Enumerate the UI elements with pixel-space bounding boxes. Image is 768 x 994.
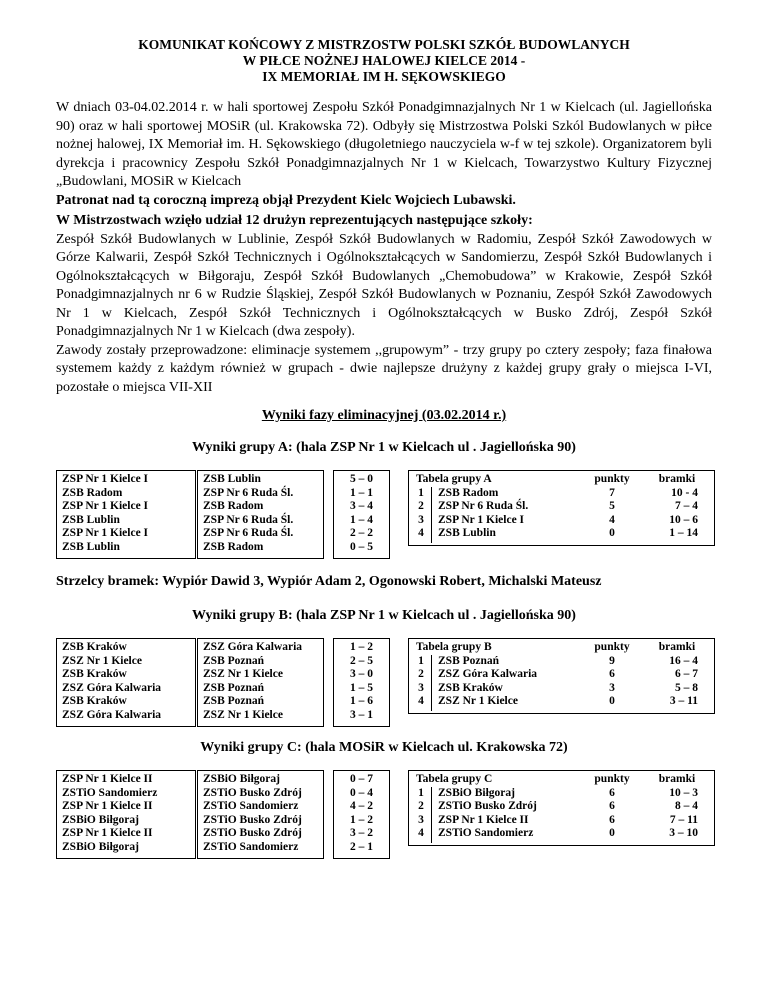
match-score: 0 – 7 xyxy=(350,773,373,785)
match-score: 1 – 5 xyxy=(350,681,373,694)
home-team: ZSB Lublin xyxy=(62,513,120,526)
away-team: ZSBiO Biłgoraj xyxy=(203,773,280,785)
standing-points: 7 xyxy=(609,486,615,499)
standing-goals: 3 – 10 xyxy=(669,827,698,839)
home-team: ZSBiO Biłgoraj xyxy=(62,840,139,853)
group-b-points xyxy=(590,655,634,709)
standing-position: 4 xyxy=(418,695,424,707)
away-team: ZSTiO Busko Zdrój xyxy=(203,786,302,799)
group-b-points-label: punkty xyxy=(594,641,630,653)
away-team: ZSP Nr 6 Ruda Śl. xyxy=(203,486,294,499)
standing-position: 4 xyxy=(418,527,424,539)
group-c-goals xyxy=(642,787,712,841)
home-team: ZSP Nr 1 Kielce I xyxy=(62,527,149,539)
match-score: 1 – 1 xyxy=(350,486,373,499)
group-b-scores xyxy=(333,641,390,722)
group-c-points xyxy=(590,787,634,841)
standing-position: 1 xyxy=(418,786,424,799)
standing-team: ZSTiO Busko Zdrój xyxy=(438,800,537,812)
standing-goals: 10 – 6 xyxy=(669,513,698,526)
group-c-positions xyxy=(410,787,432,841)
standing-team: ZSB Lublin xyxy=(438,527,496,539)
standing-points: 4 xyxy=(609,513,615,526)
standing-points: 9 xyxy=(609,654,615,667)
group-c-goals-label: bramki xyxy=(658,773,696,785)
home-team: ZSZ Nr 1 Kielce xyxy=(62,654,142,667)
patron-text: Patronat nad tą coroczną imprezą objął Prezydent Kielc Wojciech Lubawski. xyxy=(56,192,516,208)
group-a-scorers: Strzelcy bramek: Wypiór Dawid 3, Wypiór Adam 2, Ogonowski Robert, Michalski Mateusz xyxy=(56,574,602,589)
match-score: 3 – 4 xyxy=(350,500,373,512)
group-a-points-label: punkty xyxy=(594,473,630,485)
standing-team: ZSB Kraków xyxy=(438,681,503,694)
standing-team: ZSZ Nr 1 Kielce xyxy=(438,695,518,707)
title-line-1: KOMUNIKAT KOŃCOWY Z MISTRZOSTW POLSKI SZKÓŁ BUDOWLANYCH xyxy=(138,37,630,52)
home-team: ZSB Kraków xyxy=(62,668,127,680)
group-a-scores xyxy=(333,473,390,554)
participants-paragraph xyxy=(56,212,712,397)
standing-points: 5 xyxy=(609,500,615,512)
intro-paragraph xyxy=(56,99,712,210)
away-team: ZSZ Nr 1 Kielce xyxy=(203,668,283,680)
participants-text: Zespół Szkół Budowlanych w Lublinie, Zespół Szkół Budowlanych w Radomiu, Zespół Szkół Zawodowych w Górze Kalwarii, Zespół Szkół Technicznych i Ogólnokształcących w Sandomierzu, Zespół Szkół Budowlanych i Ogólnokształcących w Biłgoraju, Zespół Szkół Budowlanych „Chemobudowa” w Krakowie, Zespół Szkół Ponadgimnazjalnych nr 6 w Rudzie Śląskiej, Zespół Szkół Budowlanych w Poznaniu, Zespół Szkół Zawodowych Nr 1 w Kielcach, Zespół Szkół Technicznych i Ogólnokształcących w Busko Zdrój, Zespół Szkół Ponadgimnazjalnych Nr 1 w Kielcach (dwa zespoły). xyxy=(56,231,712,339)
standing-team: ZSTiO Sandomierz xyxy=(438,827,534,839)
group-c-scores xyxy=(333,773,390,854)
format-text: Zawody zostały przeprowadzone: eliminacje systemem ,,grupowym” - trzy grupy po cztery zespoły; faza finałowa systemem każdy z każdym również w grupach - dwie najlepsze drużyny z każdej grupy grały o miejsca I-VI, pozostałe o miejsca VII-XII xyxy=(56,342,712,395)
standing-position: 3 xyxy=(418,681,424,694)
home-team: ZSP Nr 1 Kielce I xyxy=(62,500,149,512)
match-score: 3 – 1 xyxy=(350,708,373,721)
away-team: ZSZ Góra Kalwaria xyxy=(203,641,303,653)
group-b-goals-label: bramki xyxy=(658,641,696,653)
standing-goals: 7 – 11 xyxy=(669,813,698,826)
standing-points: 3 xyxy=(609,681,615,694)
group-b-heading: Wyniki grupy B: (hala ZSP Nr 1 w Kielcach ul . Jagiellońska 90) xyxy=(192,608,576,623)
away-team: ZSB Radom xyxy=(203,500,264,512)
away-team: ZSTiO Busko Zdrój xyxy=(203,827,302,839)
standing-position: 1 xyxy=(418,486,424,499)
group-b-away-teams xyxy=(203,641,302,722)
standing-goals: 7 – 4 xyxy=(675,500,698,512)
standing-position: 1 xyxy=(418,654,424,667)
standing-goals: 10 – 3 xyxy=(669,786,698,799)
home-team: ZSP Nr 1 Kielce II xyxy=(62,773,153,785)
match-score: 0 – 4 xyxy=(350,786,373,799)
standing-points: 6 xyxy=(609,786,615,799)
away-team: ZSTiO Sandomierz xyxy=(203,840,299,853)
group-a-points xyxy=(590,487,634,541)
standing-team: ZSBiO Biłgoraj xyxy=(438,786,515,799)
home-team: ZSBiO Biłgoraj xyxy=(62,813,139,826)
group-a-heading: Wyniki grupy A: (hala ZSP Nr 1 w Kielcach ul . Jagiellońska 90) xyxy=(192,440,576,455)
standing-goals: 6 – 7 xyxy=(675,668,698,680)
standing-position: 2 xyxy=(418,500,424,512)
match-score: 1 – 2 xyxy=(350,813,373,826)
away-team: ZSTiO Sandomierz xyxy=(203,800,299,812)
standing-goals: 8 – 4 xyxy=(675,800,698,812)
home-team: ZSB Kraków xyxy=(62,695,127,707)
standing-points: 6 xyxy=(609,800,615,812)
home-team: ZSZ Góra Kalwaria xyxy=(62,681,162,694)
group-b-home-teams xyxy=(62,641,161,722)
match-score: 4 – 2 xyxy=(350,800,373,812)
away-team: ZSB Lublin xyxy=(203,473,261,485)
standing-team: ZSP Nr 1 Kielce I xyxy=(438,513,525,526)
home-team: ZSB Kraków xyxy=(62,641,127,653)
group-b-table-teams xyxy=(438,655,537,709)
intro-text: W dniach 03-04.02.2014 r. w hali sportowej Zespołu Szkół Ponadgimnazjalnych Nr 1 w Kielcach (ul. Jagiellońska 90) oraz w hali sportowej MOSiR (ul. Krakowska 72). Odbyły się Mistrzostwa Polski Szkól Budowlanych w piłce nożnej halowej, IX Memoriał im. H. Sękowskiego (długoletniego nauczyciela w-f w tej szkole). Organizatorem byli dyrekcja i pracownicy Zespołu Szkół Ponadgimnazjalnych Nr 1 w Kielcach, Towarzystwo Kultury Fizycznej „Budowlani, MOSiR w Kielcach xyxy=(56,100,712,189)
group-a-table-teams xyxy=(438,487,528,541)
title-line-2: W PIŁCE NOŻNEJ HALOWEJ KIELCE 2014 - xyxy=(242,53,526,68)
standing-points: 6 xyxy=(609,813,615,826)
away-team: ZSP Nr 6 Ruda Śl. xyxy=(203,527,294,539)
group-a-goals-label: bramki xyxy=(658,473,696,485)
group-b-table-title: Tabela grupy B xyxy=(416,641,492,653)
group-a-home-teams xyxy=(62,473,148,554)
home-team: ZSTiO Sandomierz xyxy=(62,786,158,799)
group-c-away-teams xyxy=(203,773,302,854)
standing-position: 2 xyxy=(418,800,424,812)
group-c-heading: Wyniki grupy C: (hala MOSiR w Kielcach ul. Krakowska 72) xyxy=(200,740,568,755)
away-team: ZSB Radom xyxy=(203,540,264,553)
group-b-positions xyxy=(410,655,432,709)
group-c-points-label: punkty xyxy=(594,773,630,785)
elimination-heading xyxy=(0,408,768,424)
away-team: ZSB Poznań xyxy=(203,695,265,707)
match-score: 1 – 4 xyxy=(350,513,373,526)
group-c-table-teams xyxy=(438,787,537,841)
standing-goals: 16 – 4 xyxy=(669,654,698,667)
group-c-home-teams xyxy=(62,773,157,854)
standing-position: 2 xyxy=(418,668,424,680)
home-team: ZSZ Góra Kalwaria xyxy=(62,708,162,721)
home-team: ZSP Nr 1 Kielce II xyxy=(62,827,153,839)
match-score: 2 – 1 xyxy=(350,840,373,853)
match-score: 3 – 0 xyxy=(350,668,373,680)
standing-goals: 3 – 11 xyxy=(669,695,698,707)
standing-position: 3 xyxy=(418,813,424,826)
standing-team: ZSB Radom xyxy=(438,486,499,499)
group-a-away-teams xyxy=(203,473,293,554)
standing-position: 3 xyxy=(418,513,424,526)
standing-goals: 1 – 14 xyxy=(669,527,698,539)
match-score: 3 – 2 xyxy=(350,827,373,839)
standing-team: ZSB Poznań xyxy=(438,654,500,667)
standing-team: ZSP Nr 6 Ruda Śl. xyxy=(438,500,529,512)
standing-goals: 5 – 8 xyxy=(675,681,698,694)
group-a-positions xyxy=(410,487,432,541)
match-score: 2 – 2 xyxy=(350,527,373,539)
match-score: 5 – 0 xyxy=(350,473,373,485)
standing-team: ZSZ Góra Kalwaria xyxy=(438,668,538,680)
match-score: 1 – 2 xyxy=(350,641,373,653)
standing-points: 6 xyxy=(609,668,615,680)
match-score: 1 – 6 xyxy=(350,695,373,707)
away-team: ZSZ Nr 1 Kielce xyxy=(203,708,283,721)
away-team: ZSB Poznań xyxy=(203,654,265,667)
standing-points: 0 xyxy=(609,827,615,839)
group-a-goals xyxy=(642,487,712,541)
away-team: ZSTiO Busko Zdrój xyxy=(203,813,302,826)
home-team: ZSB Lublin xyxy=(62,540,120,553)
home-team: ZSP Nr 1 Kielce I xyxy=(62,473,149,485)
match-score: 2 – 5 xyxy=(350,654,373,667)
standing-position: 4 xyxy=(418,827,424,839)
standing-points: 0 xyxy=(609,527,615,539)
group-a-table-title: Tabela grupy A xyxy=(416,473,492,485)
home-team: ZSP Nr 1 Kielce II xyxy=(62,800,153,812)
group-c-table-title: Tabela grupy C xyxy=(416,773,493,785)
participants-heading: W Mistrzostwach wzięło udział 12 drużyn reprezentujących następujące szkoły: xyxy=(56,213,533,228)
standing-points: 0 xyxy=(609,695,615,707)
standing-team: ZSP Nr 1 Kielce II xyxy=(438,813,529,826)
match-score: 0 – 5 xyxy=(350,540,373,553)
elimination-heading-text: Wyniki fazy eliminacyjnej (03.02.2014 r.) xyxy=(261,408,507,423)
home-team: ZSB Radom xyxy=(62,486,123,499)
title-line-3: IX MEMORIAŁ IM H. SĘKOWSKIEGO xyxy=(262,69,506,84)
standing-goals: 10 - 4 xyxy=(671,486,698,499)
away-team: ZSP Nr 6 Ruda Śl. xyxy=(203,513,294,526)
away-team: ZSB Poznań xyxy=(203,681,265,694)
group-b-goals xyxy=(642,655,712,709)
